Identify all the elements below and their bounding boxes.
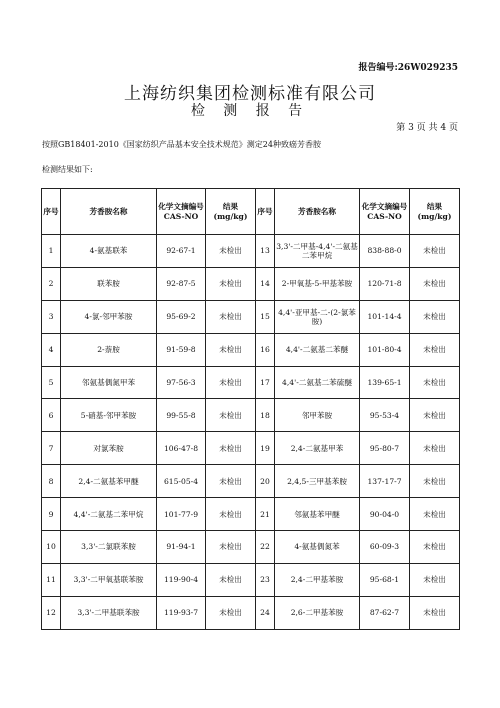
- cas-number: 106-47-8: [157, 432, 206, 465]
- amine-name: 邻甲苯胺: [275, 399, 360, 432]
- result-value: 未检出: [410, 596, 460, 629]
- amine-name: 4-氯-邻甲苯胺: [61, 300, 157, 333]
- cas-number: 101-80-4: [360, 333, 410, 366]
- result-value: 未检出: [206, 596, 256, 629]
- header-cas: 化学文摘编号CAS-NO: [360, 189, 410, 235]
- row-number: 6: [42, 399, 61, 432]
- amine-name: 5-硝基-邻甲苯胺: [61, 399, 157, 432]
- row-number: 20: [256, 465, 275, 498]
- cas-number: 87-62-7: [360, 596, 410, 629]
- cas-number: 615-05-4: [157, 465, 206, 498]
- cas-number: 120-71-8: [360, 267, 410, 300]
- amine-name: 2,6-二甲基苯胺: [275, 596, 360, 629]
- result-value: 未检出: [206, 399, 256, 432]
- header-no: 序号: [256, 189, 275, 235]
- cas-number: 119-93-7: [157, 596, 206, 629]
- row-number: 8: [42, 465, 61, 498]
- result-value: 未检出: [206, 432, 256, 465]
- row-number: 19: [256, 432, 275, 465]
- table-row: [42, 333, 460, 366]
- page-indicator: 第 3 页 共 4 页: [396, 123, 458, 133]
- amine-name: 对氯苯胺: [61, 432, 157, 465]
- company-name: 上海纺织集团检测标准有限公司: [124, 84, 376, 104]
- header-result: 结果(mg/kg): [410, 189, 460, 235]
- results-label: 检测结果如下:: [42, 165, 93, 174]
- row-number: 10: [42, 531, 61, 564]
- cas-number: 101-14-4: [360, 300, 410, 333]
- row-number: 12: [42, 596, 61, 629]
- row-number: 9: [42, 498, 61, 531]
- amine-name: 3,3'-二甲基-4,4'-二氨基二苯甲烷: [275, 235, 360, 268]
- table-row: [42, 465, 460, 498]
- table-row: [42, 563, 460, 596]
- amine-name: 4,4'-二氨基二苯硫醚: [275, 366, 360, 399]
- amine-name: 3,3'-二甲基联苯胺: [61, 596, 157, 629]
- result-value: 未检出: [206, 531, 256, 564]
- cas-number: 838-88-0: [360, 235, 410, 268]
- amine-name: 4,4'-亚甲基-二-(2-氯苯胺): [275, 300, 360, 333]
- cas-number: 95-80-7: [360, 432, 410, 465]
- row-number: 21: [256, 498, 275, 531]
- result-value: 未检出: [206, 300, 256, 333]
- cas-number: 92-67-1: [157, 235, 206, 268]
- cas-number: 95-69-2: [157, 300, 206, 333]
- result-value: 未检出: [410, 399, 460, 432]
- results-table: [41, 188, 460, 630]
- amine-name: 4,4'-二氨基二苯醚: [275, 333, 360, 366]
- cas-number: 99-55-8: [157, 399, 206, 432]
- row-number: 23: [256, 563, 275, 596]
- result-value: 未检出: [410, 432, 460, 465]
- result-value: 未检出: [410, 465, 460, 498]
- row-number: 18: [256, 399, 275, 432]
- test-standard-statement: 按照GB18401-2010《国家纺织产品基本安全技术规范》测定24种致癌芳香胺: [42, 140, 321, 149]
- result-value: 未检出: [206, 366, 256, 399]
- table-row: [42, 596, 460, 629]
- row-number: 14: [256, 267, 275, 300]
- amine-name: 3,3'-二氯联苯胺: [61, 531, 157, 564]
- header-result: 结果(mg/kg): [206, 189, 256, 235]
- row-number: 13: [256, 235, 275, 268]
- document-title: 检 测 报 告: [190, 103, 310, 119]
- row-number: 2: [42, 267, 61, 300]
- amine-name: 2-萘胺: [61, 333, 157, 366]
- row-number: 17: [256, 366, 275, 399]
- amine-name: 2,4-二氨基苯甲醚: [61, 465, 157, 498]
- cas-number: 119-90-4: [157, 563, 206, 596]
- cas-number: 101-77-9: [157, 498, 206, 531]
- result-value: 未检出: [410, 235, 460, 268]
- result-value: 未检出: [206, 235, 256, 268]
- row-number: 16: [256, 333, 275, 366]
- amine-name: 邻氨基偶氮甲苯: [61, 366, 157, 399]
- result-value: 未检出: [410, 531, 460, 564]
- cas-number: 97-56-3: [157, 366, 206, 399]
- cas-number: 139-65-1: [360, 366, 410, 399]
- amine-name: 4-氨基偶氮苯: [275, 531, 360, 564]
- amine-name: 2,4-二甲基苯胺: [275, 563, 360, 596]
- table-row: [42, 399, 460, 432]
- amine-name: 4,4'-二氨基二苯甲烷: [61, 498, 157, 531]
- table-header-row: [42, 189, 460, 235]
- result-value: 未检出: [206, 563, 256, 596]
- table-row: [42, 300, 460, 333]
- header-no: 序号: [42, 189, 61, 235]
- result-value: 未检出: [410, 300, 460, 333]
- cas-number: 92-87-5: [157, 267, 206, 300]
- amine-name: 2-甲氧基-5-甲基苯胺: [275, 267, 360, 300]
- cas-number: 137-17-7: [360, 465, 410, 498]
- result-value: 未检出: [410, 267, 460, 300]
- cas-number: 91-59-8: [157, 333, 206, 366]
- table-row: [42, 498, 460, 531]
- result-value: 未检出: [410, 366, 460, 399]
- row-number: 7: [42, 432, 61, 465]
- row-number: 4: [42, 333, 61, 366]
- report-number: 报告编号:26W029235: [358, 63, 458, 73]
- result-value: 未检出: [206, 465, 256, 498]
- result-value: 未检出: [206, 267, 256, 300]
- cas-number: 95-53-4: [360, 399, 410, 432]
- table-row: [42, 366, 460, 399]
- result-value: 未检出: [410, 498, 460, 531]
- cas-number: 91-94-1: [157, 531, 206, 564]
- table-row: [42, 432, 460, 465]
- header-name: 芳香胺名称: [61, 189, 157, 235]
- amine-name: 2,4-二氨基甲苯: [275, 432, 360, 465]
- row-number: 22: [256, 531, 275, 564]
- amine-name: 3,3'-二甲氧基联苯胺: [61, 563, 157, 596]
- table-row: [42, 235, 460, 268]
- result-value: 未检出: [206, 498, 256, 531]
- row-number: 15: [256, 300, 275, 333]
- row-number: 5: [42, 366, 61, 399]
- table-row: [42, 267, 460, 300]
- result-value: 未检出: [206, 333, 256, 366]
- row-number: 1: [42, 235, 61, 268]
- result-value: 未检出: [410, 333, 460, 366]
- cas-number: 60-09-3: [360, 531, 410, 564]
- amine-name: 4-氨基联苯: [61, 235, 157, 268]
- cas-number: 95-68-1: [360, 563, 410, 596]
- header-cas: 化学文摘编号CAS-NO: [157, 189, 206, 235]
- result-value: 未检出: [410, 563, 460, 596]
- amine-name: 邻氨基苯甲醚: [275, 498, 360, 531]
- cas-number: 90-04-0: [360, 498, 410, 531]
- amine-name: 2,4,5-三甲基苯胺: [275, 465, 360, 498]
- row-number: 24: [256, 596, 275, 629]
- amine-name: 联苯胺: [61, 267, 157, 300]
- header-name: 芳香胺名称: [275, 189, 360, 235]
- row-number: 11: [42, 563, 61, 596]
- table-row: [42, 531, 460, 564]
- row-number: 3: [42, 300, 61, 333]
